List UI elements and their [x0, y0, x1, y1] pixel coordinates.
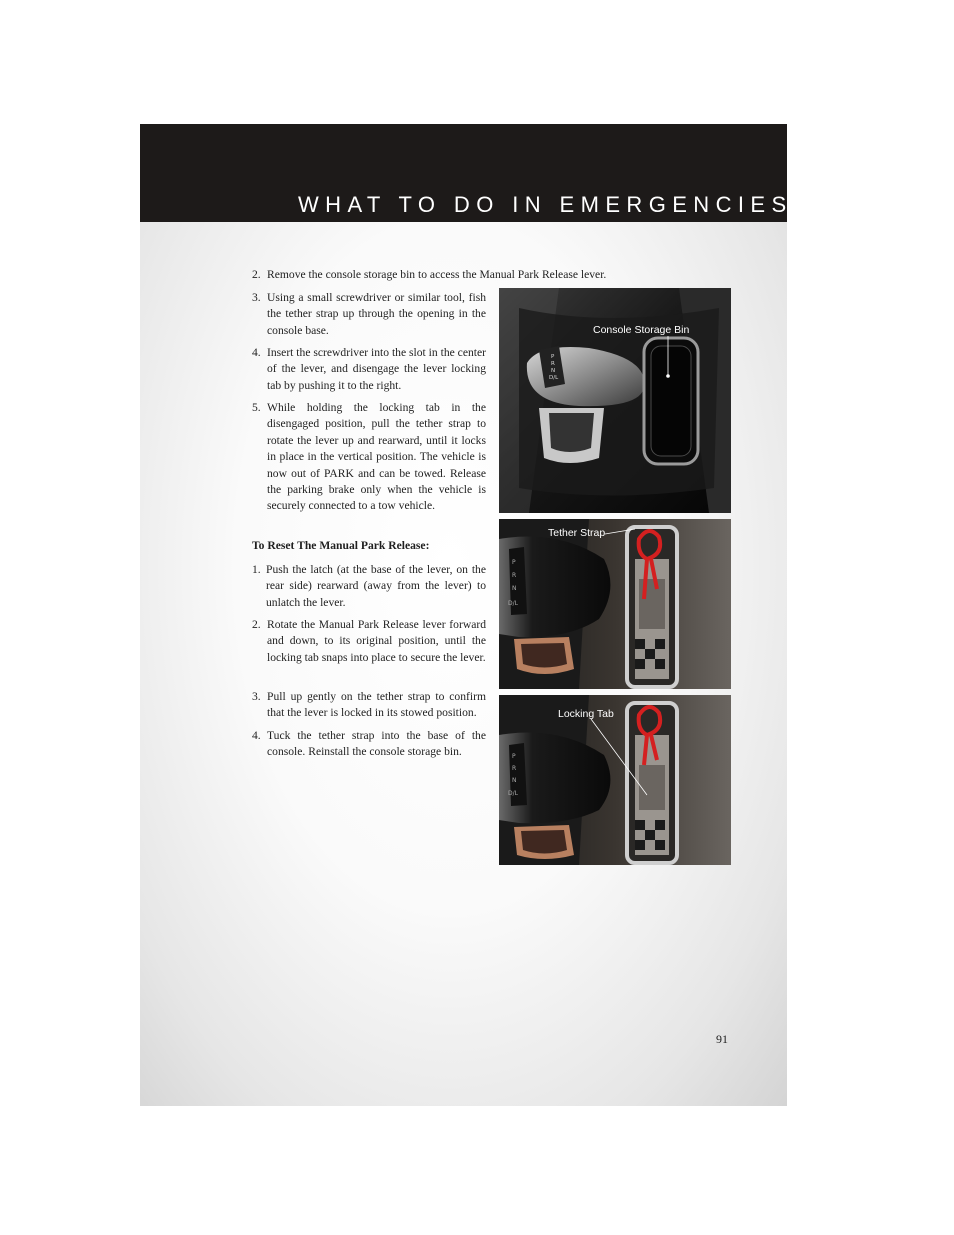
reset-heading: To Reset The Manual Park Release:: [252, 539, 430, 552]
shifter-label-n: N: [512, 585, 517, 592]
shifter-label-dl: D/L: [549, 375, 559, 381]
step-number: 3.: [252, 690, 261, 703]
photo-console-storage-bin: [499, 288, 731, 513]
step-text: Push the latch (at the base of the lever, on the rear side) rearward (away from the lever) to unlatch the lever.: [266, 563, 486, 609]
locking-tab-photo-illustration: [499, 695, 731, 865]
photo-tether-strap: [499, 519, 731, 689]
shifter-label-n: N: [512, 777, 517, 784]
step-text: Remove the console storage bin to access the Manual Park Release lever.: [267, 268, 607, 281]
section-banner: [140, 124, 793, 222]
step-text: Pull up gently on the tether strap to confirm that the lever is locked in its stowed position.: [267, 690, 486, 720]
shifter-label-p: P: [551, 354, 555, 360]
shifter-label-p: P: [512, 753, 516, 760]
release-step-4: [252, 345, 486, 395]
callout-console-storage-bin: Console Storage Bin: [593, 324, 690, 336]
shifter-label-dl: D/L: [508, 600, 518, 607]
console-photo-illustration: [499, 288, 731, 513]
shifter-label-dl: D/L: [508, 790, 518, 797]
step-number: 2.: [252, 268, 261, 281]
step-text: Using a small screwdriver or similar tool, fish the tether strap up through the opening in the console base.: [267, 291, 486, 337]
page-number: 91: [716, 1032, 728, 1046]
shifter-label-r: R: [512, 572, 517, 579]
shifter-label-r: R: [512, 765, 517, 772]
step-text: Tuck the tether strap into the base of the console. Reinstall the console storage bin.: [267, 729, 486, 759]
section-title: WHAT TO DO IN EMERGENCIES: [298, 192, 793, 217]
photo-locking-tab: [499, 695, 731, 865]
callout-locking-tab: Locking Tab: [558, 708, 614, 720]
step-text: While holding the locking tab in the disengaged position, pull the tether strap to rotate the lever up and rearward, until it locks in place in the vertical position. The vehicle is now out of PARK and can be towed. Release the parking brake only when the vehicle is securely connected to a tow vehicle.: [267, 401, 486, 513]
step-number: 3.: [252, 291, 261, 304]
callout-tether-strap: Tether Strap: [548, 527, 606, 539]
release-step-5: [252, 400, 486, 532]
shifter-label-n: N: [551, 368, 556, 374]
step-text: Rotate the Manual Park Release lever forward and down, to its original position, until the locking tab snaps into place to secure the lever.: [267, 618, 486, 664]
step-number: 1.: [252, 563, 261, 576]
manual-page: [140, 124, 793, 1106]
shifter-label-r: R: [551, 361, 555, 367]
step-number: 5.: [252, 401, 261, 414]
step-text: Insert the screwdriver into the slot in the center of the lever, and disengage the lever locking tab by pushing it to the right.: [267, 346, 486, 392]
step-number: 4.: [252, 346, 261, 359]
step-number: 4.: [252, 729, 261, 742]
release-step-3: [252, 290, 486, 340]
step-number: 2.: [252, 618, 261, 631]
shifter-label-p: P: [512, 559, 516, 566]
tether-photo-illustration: [499, 519, 731, 689]
